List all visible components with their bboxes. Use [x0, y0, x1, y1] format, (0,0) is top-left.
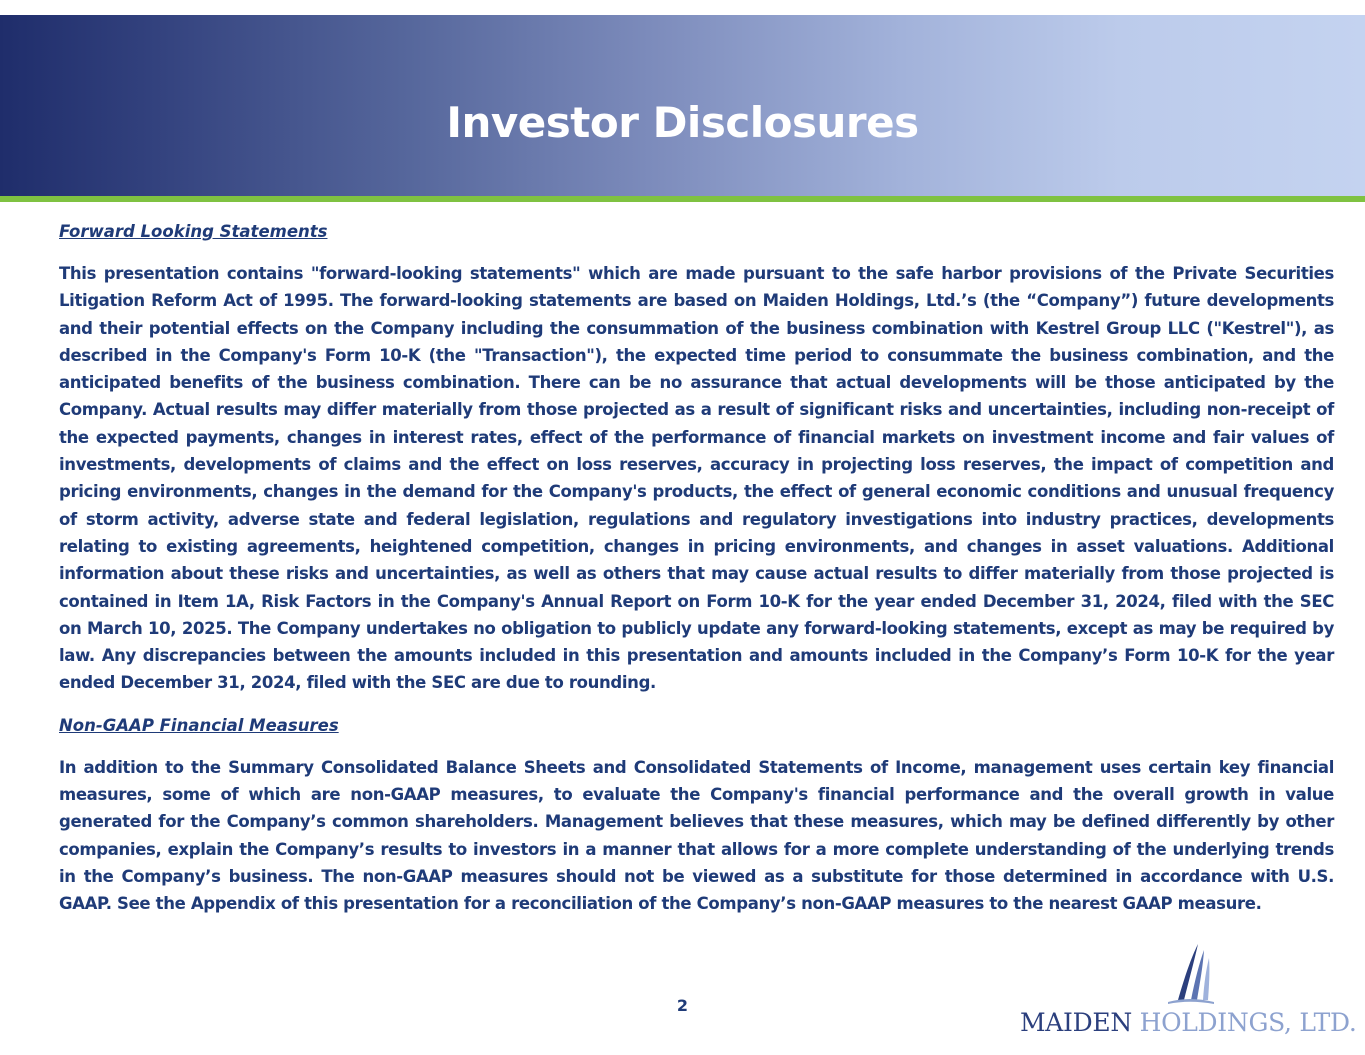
disclosure-content	[59, 218, 1334, 933]
forward-looking-paragraph: This presentation contains "forward-looking statements" which are made pursuant to the safe harbor provisions of the Private Securities Litigation Reform Act of 1995. The forward-looking statements are based on Maiden Holdings, Ltd.’s (the “Company”) future developments and their potential effects on the Company including the consummation of the business combination with Kestrel Group LLC ("Kestrel"), as described in the Company's Form 10-K (the "Transaction"), the expected time period to consummate the business combination, and the anticipated benefits of the business combination. There can be no assurance that actual developments will be those anticipated by the Company. Actual results may differ materially from those projected as a result of significant risks and uncertainties, including non-receipt of the expected payments, changes in interest rates, effect of the performance of financial markets on investment income and fair values of investments, developments of claims and the effect on loss reserves, accuracy in projecting loss reserves, the impact of competition and pricing environments, changes in the demand for the Company's products, the effect of general economic conditions and unusual frequency of storm activity, adverse state and federal legislation, regulations and regulatory investigations into industry practices, developments relating to existing agreements, heightened competition, changes in pricing environments, and changes in asset valuations. Additional information about these risks and uncertainties, as well as others that may cause actual results to differ materially from those projected is contained in Item 1A, Risk Factors in the Company's Annual Report on Form 10-K for the year ended December 31, 2024, filed with the SEC on March 10, 2025. The Company undertakes no obligation to publicly update any forward-looking statements, except as may be required by law. Any discrepancies between the amounts included in this presentation and amounts included in the Company’s Form 10-K for the year ended December 31, 2024, filed with the SEC are due to rounding.	[59, 264, 1334, 693]
non-gaap-heading: Non-GAAP Financial Measures	[59, 715, 339, 735]
logo-wordmark	[1020, 1006, 1357, 1040]
page-number: 2	[676, 996, 689, 1015]
logo-word-holdings: HOLDINGS, LTD.	[1139, 1008, 1357, 1037]
accent-divider	[0, 196, 1365, 202]
sail-icon	[1158, 942, 1218, 1004]
company-logo	[1020, 942, 1357, 1042]
non-gaap-paragraph: In addition to the Summary Consolidated Balance Sheets and Consolidated Statements of Income, management uses certain key financial measures, some of which are non-GAAP measures, to evaluate the Company's financial performance and the overall growth in value generated for the Company’s common shareholders. Management believes that these measures, which may be defined differently by other companies, explain the Company’s results to investors in a manner that allows for a more complete understanding of the underlying trends in the Company’s business. The non-GAAP measures should not be viewed as a substitute for those determined in accordance with U.S. GAAP. See the Appendix of this presentation for a reconciliation of the Company’s non-GAAP measures to the nearest GAAP measure.	[59, 757, 1334, 914]
logo-word-maiden: MAIDEN	[1020, 1008, 1132, 1037]
page-title: Investor Disclosures	[446, 98, 919, 147]
forward-looking-heading: Forward Looking Statements	[59, 222, 328, 241]
title-banner	[0, 15, 1365, 196]
